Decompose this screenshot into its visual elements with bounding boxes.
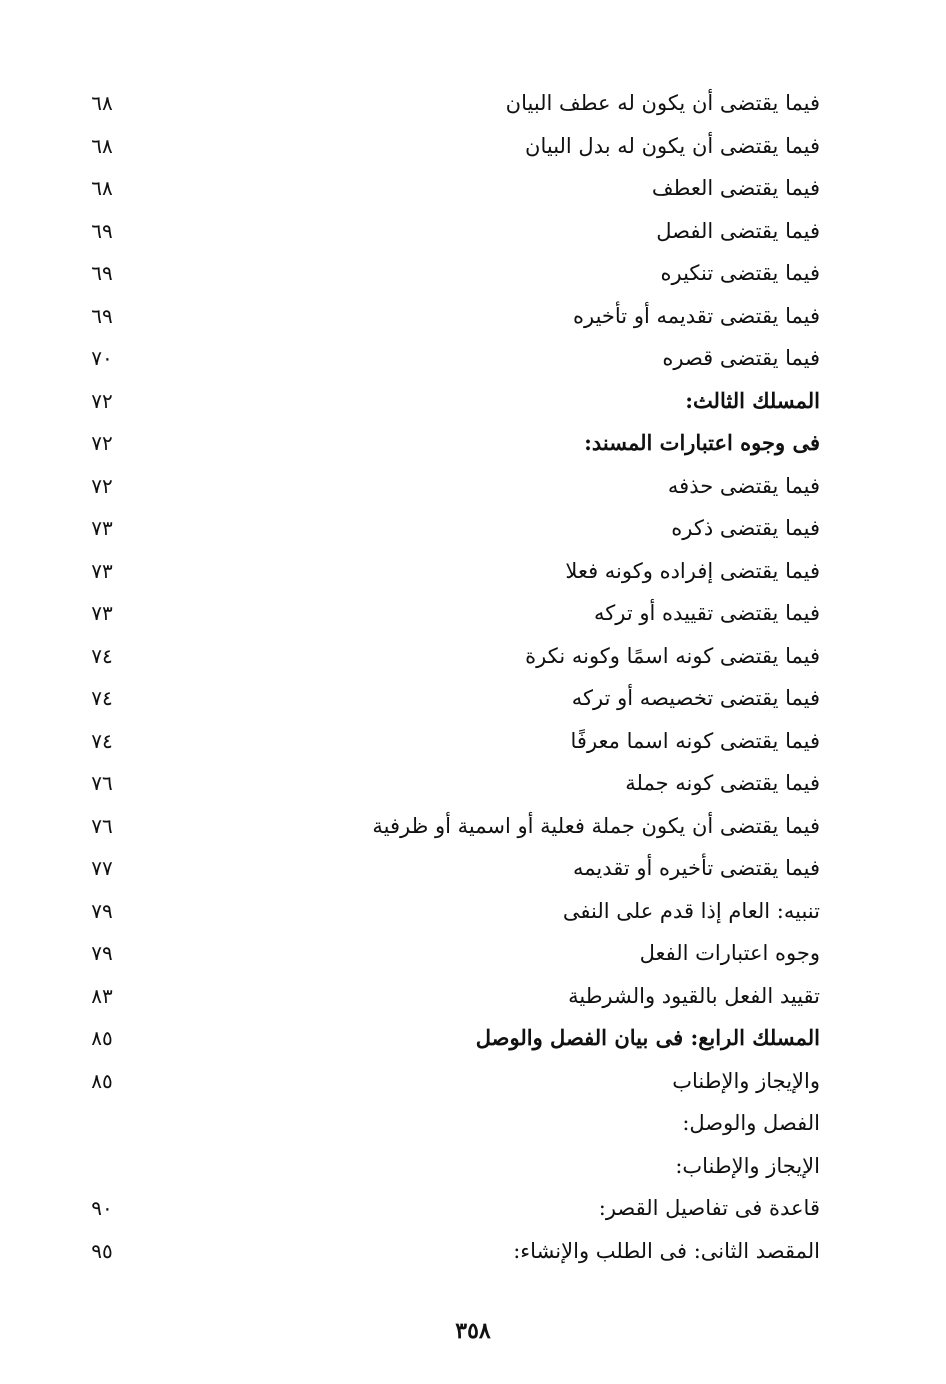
toc-entry-title: الفصل والوصل: [682,1111,820,1135]
toc-entry-title: فيما يقتضى كونه اسما معرفًا [570,728,820,753]
toc-entry-title: فيما يقتضى قصره [662,346,820,370]
toc-entry-page: ٧٠ [91,346,113,370]
toc-entry-page: ٨٥ [91,1026,113,1050]
toc-entry-title: المقصد الثانى: فى الطلب والإنشاء: [513,1238,820,1263]
toc-entry [80,1017,820,1060]
toc-entry [80,1060,820,1103]
toc-entry-title: فيما يقتضى حذفه [667,473,820,498]
toc-entry-page: ٧٧ [91,856,113,880]
toc-entry-page: ٧٢ [91,388,113,413]
toc-entry [80,762,820,805]
toc-entry-title: فيما يقتضى أن يكون جملة فعلية أو اسمية أو ظرفية [372,813,820,838]
toc-entry-page: ٦٩ [91,218,113,243]
toc-entry [80,465,820,508]
toc-entry-title: فيما يقتضى تأخيره أو تقديمه [573,856,820,880]
toc-entry-page: ٧٤ [91,728,113,753]
toc-entry [80,805,820,848]
toc-entry [80,422,820,465]
toc-entry-title: فيما يقتضى العطف [651,176,820,200]
toc-entry [80,1102,820,1145]
toc-entry-title: فيما يقتضى ذكره [671,516,820,540]
toc-entry-page: ٦٨ [91,91,113,115]
toc-entry [80,932,820,975]
toc-entry-page: ٧٦ [91,813,113,838]
toc-entry-title: وجوه اعتبارات الفعل [639,941,820,965]
toc-entry [80,677,820,720]
toc-entry-page: ٧٩ [91,941,113,965]
toc-entry-page: ٧٢ [91,431,113,455]
toc-entry-title: فيما يقتضى تقديمه أو تأخيره [573,303,820,328]
toc-entry-title: فيما يقتضى كونه جملة [625,771,820,795]
toc-entry [80,975,820,1018]
toc-entry-title: فيما يقتضى إفراده وكونه فعلا [565,558,820,583]
toc-entry-page: ٧٩ [91,898,113,923]
toc-entry [80,1187,820,1230]
toc-entry [80,380,820,423]
toc-entry-title: فيما يقتضى تقييده أو تركه [594,601,820,625]
toc-entry [80,507,820,550]
toc-entry-title: فيما يقتضى كونه اسمًا وكونه نكرة [525,643,820,668]
toc-entry-page: ٧٤ [91,643,113,668]
toc-entry-page: ٧٢ [91,473,113,498]
toc-entry [80,167,820,210]
toc-entry [80,890,820,933]
toc-entry [80,720,820,763]
page-number: ٣٥٨ [455,1318,491,1344]
toc-entry-page: ٩٥ [91,1238,113,1263]
toc-entry-title: فيما يقتضى أن يكون له بدل البيان [525,133,820,158]
toc-entry-title: قاعدة فى تفاصيل القصر: [598,1196,820,1220]
toc-entry-page: ٨٥ [91,1068,113,1093]
toc-entry [80,550,820,593]
toc-entry [80,847,820,890]
toc-section-heading: المسلك الثالث: [685,387,820,413]
toc-entry-page: ٧٦ [91,771,113,795]
toc-entry-title: فيما يقتضى تنكيره [660,261,820,285]
toc-entry [80,125,820,168]
toc-entry-page: ٧٣ [91,601,113,625]
toc-entry-title: والإيجاز والإطناب [672,1068,820,1093]
toc-entry-page: ٩٠ [91,1196,113,1220]
toc-entry [80,635,820,678]
toc-entry-page: ٦٩ [91,303,113,328]
toc-entry-title: الإيجاز والإطناب: [675,1153,820,1178]
toc-section-heading: المسلك الرابع: فى بيان الفصل والوصل [475,1025,820,1050]
toc-section-heading: فى وجوه اعتبارات المسند: [584,430,820,455]
toc-entry-title: فيما يقتضى تخصيصه أو تركه [571,686,820,710]
toc-entry [80,592,820,635]
toc-entry [80,1230,820,1273]
toc-entry-page: ٧٣ [91,516,113,540]
table-of-contents [80,82,820,1272]
toc-entry [80,252,820,295]
toc-entry [80,337,820,380]
toc-entry-page: ٧٣ [91,558,113,583]
toc-entry [80,295,820,338]
toc-entry [80,82,820,125]
toc-entry [80,210,820,253]
toc-entry-title: تقييد الفعل بالقيود والشرطية [568,983,820,1008]
toc-entry-page: ٦٨ [91,176,113,200]
toc-entry-page: ٧٤ [91,686,113,710]
toc-entry-page: ٨٣ [91,983,113,1008]
toc-entry-title: فيما يقتضى الفصل [656,218,820,243]
toc-entry-page: ٦٩ [91,261,113,285]
toc-entry-title: تنبيه: العام إذا قدم على النفى [562,898,820,923]
toc-entry-title: فيما يقتضى أن يكون له عطف البيان [505,91,820,115]
toc-entry [80,1145,820,1188]
toc-entry-page: ٦٨ [91,133,113,158]
